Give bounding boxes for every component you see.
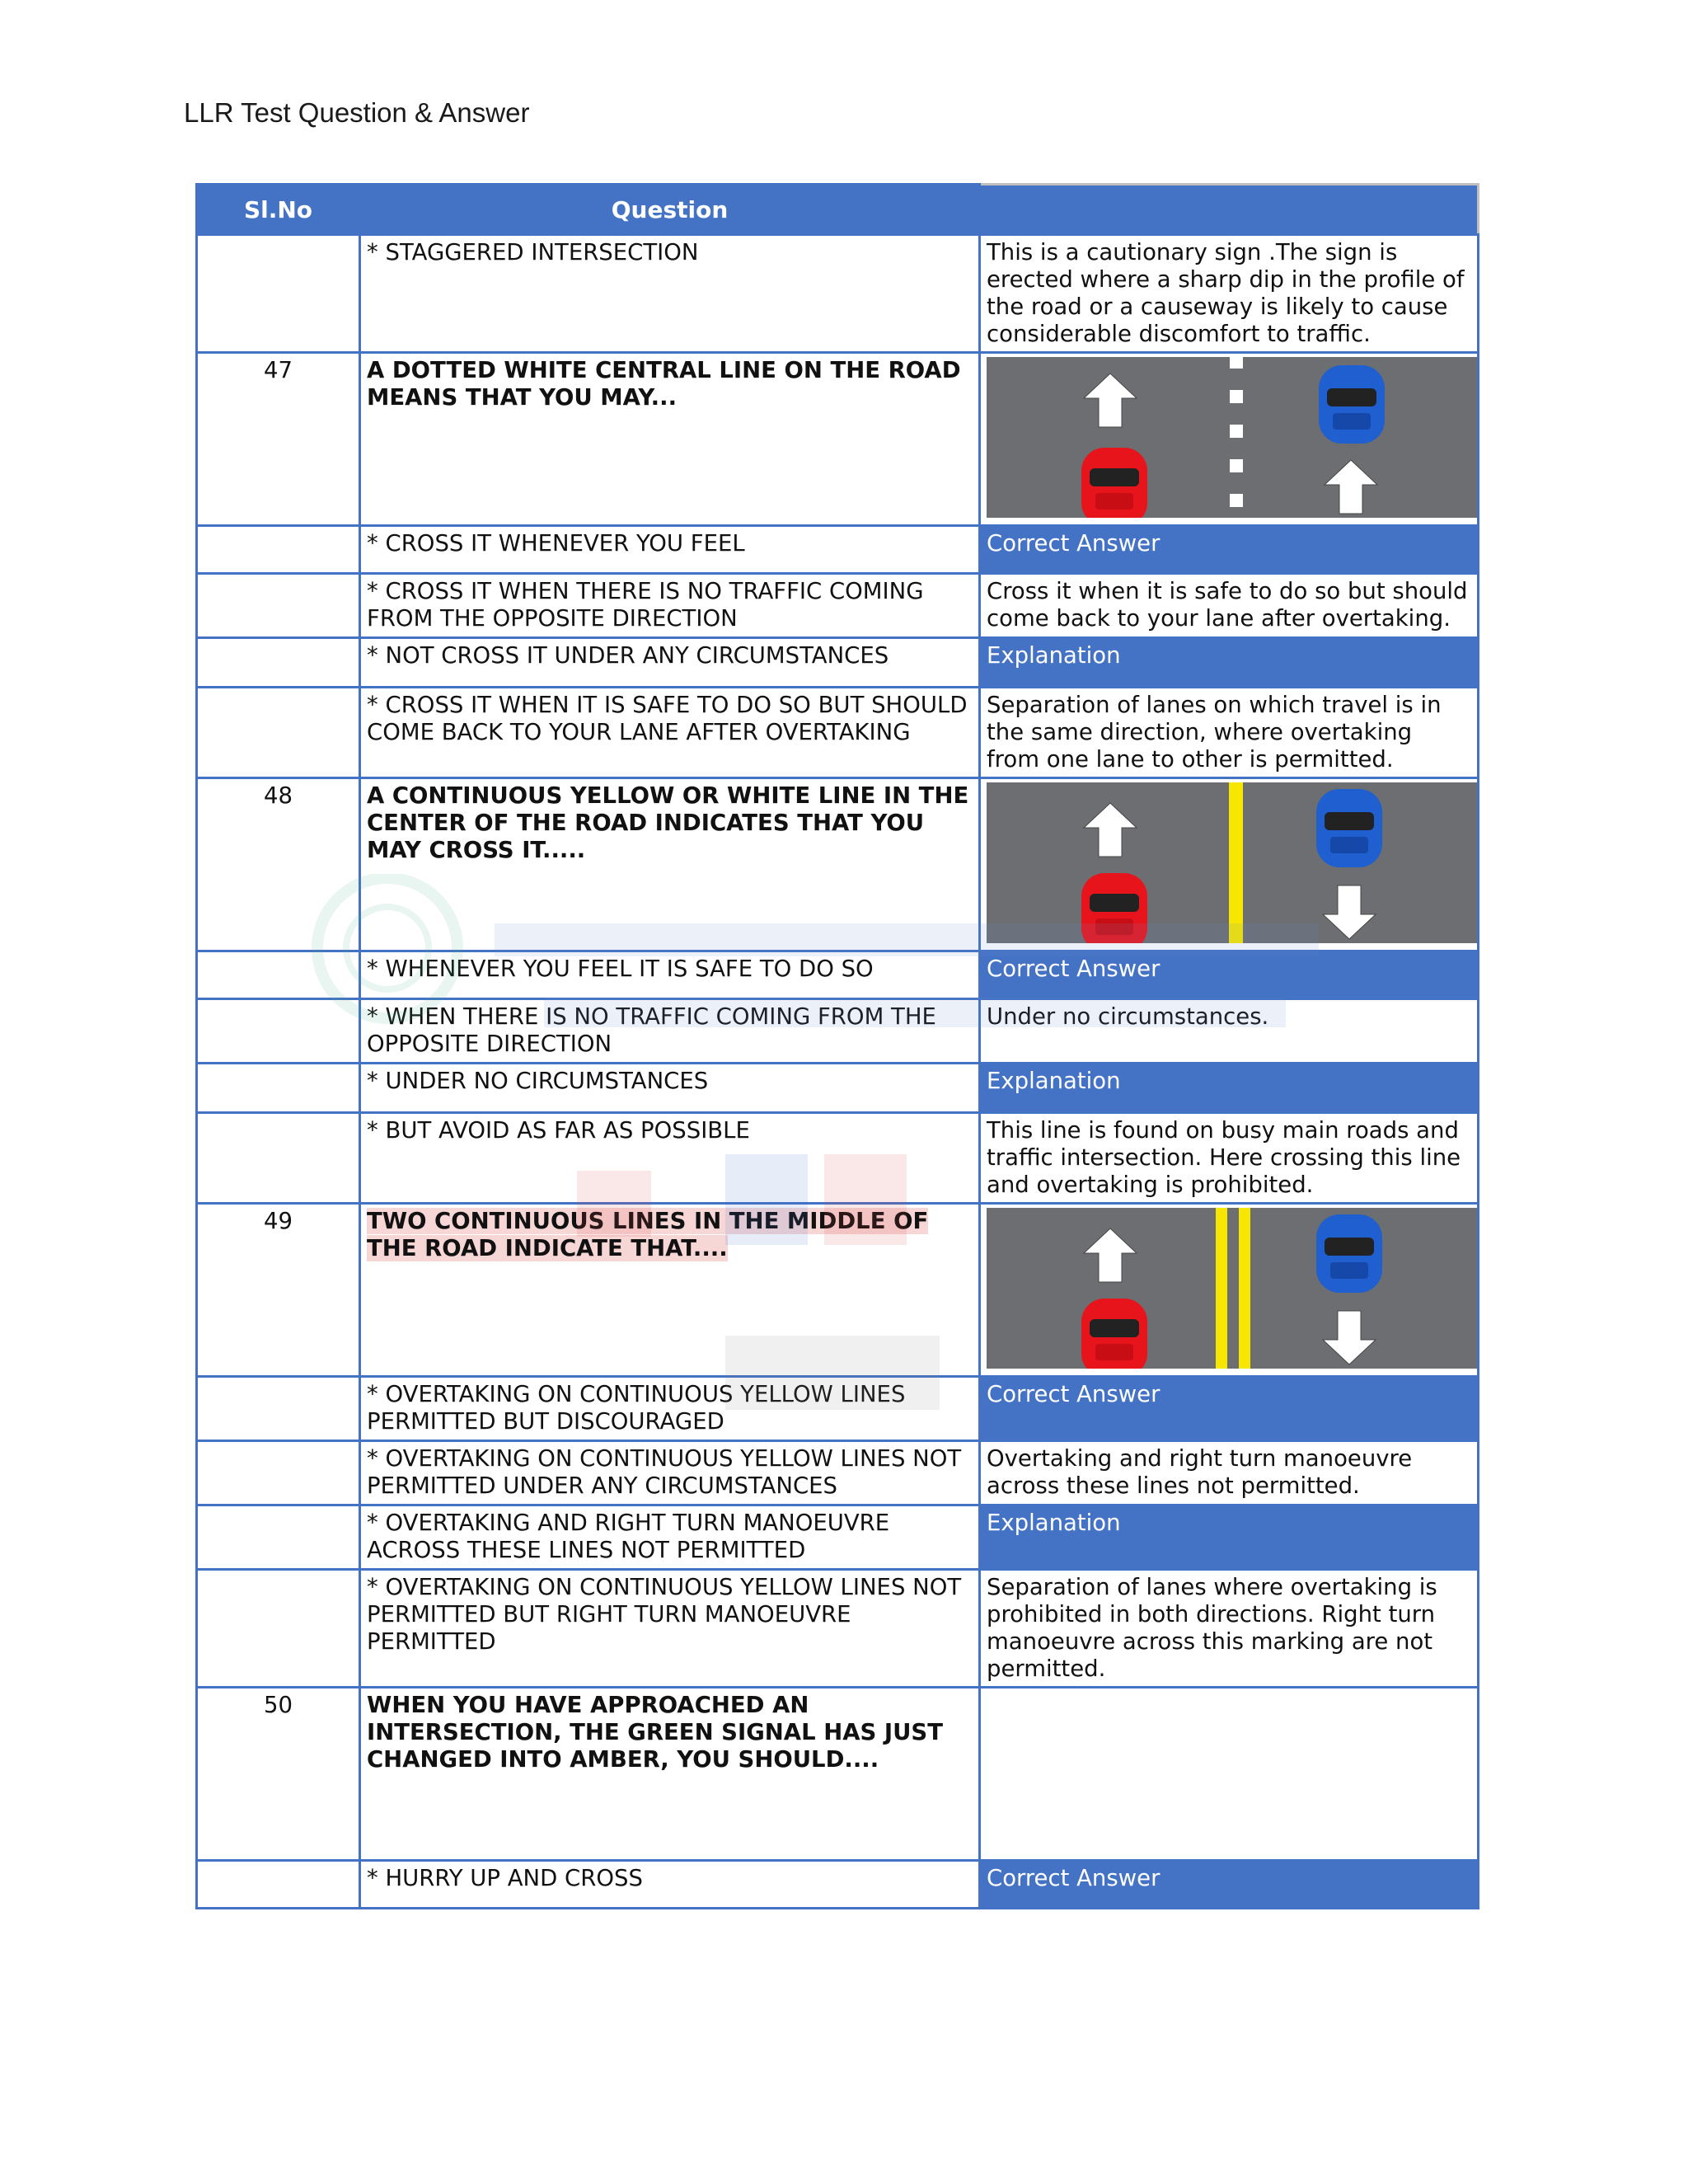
option-text: * OVERTAKING AND RIGHT TURN MANOEUVRE ACROSS THESE LINES NOT PERMITTED (360, 1505, 980, 1570)
option-text: * STAGGERED INTERSECTION (360, 235, 980, 353)
option-text: * CROSS IT WHENEVER YOU FEEL (360, 526, 980, 574)
row-number (197, 1505, 360, 1570)
header-slno: Sl.No (197, 185, 360, 235)
question-text: A DOTTED WHITE CENTRAL LINE ON THE ROAD MEANS THAT YOU MAY... (360, 353, 980, 526)
row-number (197, 1377, 360, 1441)
row-number (197, 1861, 360, 1909)
table-row (197, 526, 1479, 574)
explanation-label: Explanation (980, 1505, 1479, 1570)
explanation-text: This is a cautionary sign .The sign is erected where a sharp dip in the profile of the road or a causeway is likely to cause considerable discomfort to traffic. (980, 235, 1479, 353)
row-number (197, 688, 360, 778)
option-text: * OVERTAKING ON CONTINUOUS YELLOW LINES NOT PERMITTED BUT RIGHT TURN MANOEUVRE PERMITTED (360, 1570, 980, 1688)
option-text: * NOT CROSS IT UNDER ANY CIRCUMSTANCES (360, 638, 980, 688)
correct-answer-text: Under no circumstances. (980, 999, 1479, 1064)
option-text: * WHENEVER YOU FEEL IT IS SAFE TO DO SO (360, 951, 980, 999)
option-text: * HURRY UP AND CROSS (360, 1861, 980, 1909)
question-text-highlight: TWO CONTINUOUS LINES IN THE MIDDLE OF THE ROAD INDICATE THAT.... (367, 1208, 929, 1261)
table-row (197, 1861, 1479, 1909)
row-number (197, 574, 360, 638)
table-row (197, 574, 1479, 638)
explanation-text: Separation of lanes on which travel is in the same direction, where overtaking from one lane to other is permitted. (980, 688, 1479, 778)
correct-answer-label: Correct Answer (980, 1377, 1479, 1441)
row-number (197, 1441, 360, 1505)
table-row (197, 235, 1479, 353)
table-row (197, 1064, 1479, 1113)
row-number (197, 999, 360, 1064)
row-number (197, 638, 360, 688)
correct-answer-label: Correct Answer (980, 951, 1479, 999)
question-text: A CONTINUOUS YELLOW OR WHITE LINE IN THE CENTER OF THE ROAD INDICATES THAT YOU MAY CROSS IT..... (360, 778, 980, 951)
answer-blank-cell (980, 1688, 1479, 1861)
row-number: 49 (197, 1204, 360, 1377)
table-row (197, 1441, 1479, 1505)
table-row (197, 778, 1479, 951)
table-row (197, 1688, 1479, 1861)
table-row (197, 688, 1479, 778)
option-text: * CROSS IT WHEN THERE IS NO TRAFFIC COMING FROM THE OPPOSITE DIRECTION (360, 574, 980, 638)
table-row (197, 353, 1479, 526)
row-number: 47 (197, 353, 360, 526)
row-number (197, 1570, 360, 1688)
road-sign-image (980, 353, 1479, 526)
row-number (197, 1064, 360, 1113)
option-text: * UNDER NO CIRCUMSTANCES (360, 1064, 980, 1113)
header-question: Question (360, 185, 980, 235)
explanation-label: Explanation (980, 1064, 1479, 1113)
double-yellow-line-road-icon (987, 1208, 1479, 1369)
row-number (197, 1113, 360, 1204)
option-text: * CROSS IT WHEN IT IS SAFE TO DO SO BUT SHOULD COME BACK TO YOUR LANE AFTER OVERTAKING (360, 688, 980, 778)
table-row (197, 951, 1479, 999)
dotted-white-line-road-icon (987, 357, 1479, 518)
table-row (197, 999, 1479, 1064)
question-text (360, 1204, 980, 1377)
road-sign-image (980, 1204, 1479, 1377)
qa-table (195, 183, 1479, 1909)
table-header-row (197, 185, 1479, 235)
explanation-text: This line is found on busy main roads and traffic intersection. Here crossing this line and overtaking is prohibited. (980, 1113, 1479, 1204)
table-row (197, 1570, 1479, 1688)
table-row (197, 638, 1479, 688)
page-title: LLR Test Question & Answer (184, 97, 530, 128)
row-number (197, 526, 360, 574)
row-number (197, 235, 360, 353)
option-text: * OVERTAKING ON CONTINUOUS YELLOW LINES PERMITTED BUT DISCOURAGED (360, 1377, 980, 1441)
table-row (197, 1113, 1479, 1204)
road-sign-image (980, 778, 1479, 951)
row-number (197, 951, 360, 999)
row-number: 48 (197, 778, 360, 951)
row-number: 50 (197, 1688, 360, 1861)
option-text: * BUT AVOID AS FAR AS POSSIBLE (360, 1113, 980, 1204)
table-row (197, 1377, 1479, 1441)
single-yellow-line-road-icon (987, 782, 1479, 943)
correct-answer-text: Cross it when it is safe to do so but should come back to your lane after overtaking. (980, 574, 1479, 638)
option-text: * WHEN THERE IS NO TRAFFIC COMING FROM THE OPPOSITE DIRECTION (360, 999, 980, 1064)
correct-answer-text: Overtaking and right turn manoeuvre across these lines not permitted. (980, 1441, 1479, 1505)
table-row (197, 1505, 1479, 1570)
explanation-text: Separation of lanes where overtaking is prohibited in both directions. Right turn manoeuvre across this marking are not permitted. (980, 1570, 1479, 1688)
question-text: WHEN YOU HAVE APPROACHED AN INTERSECTION, THE GREEN SIGNAL HAS JUST CHANGED INTO AMBER, YOU SHOULD.... (360, 1688, 980, 1861)
correct-answer-label: Correct Answer (980, 1861, 1479, 1909)
explanation-label: Explanation (980, 638, 1479, 688)
correct-answer-label: Correct Answer (980, 526, 1479, 574)
header-answer (980, 185, 1479, 235)
option-text: * OVERTAKING ON CONTINUOUS YELLOW LINES NOT PERMITTED UNDER ANY CIRCUMSTANCES (360, 1441, 980, 1505)
table-row (197, 1204, 1479, 1377)
